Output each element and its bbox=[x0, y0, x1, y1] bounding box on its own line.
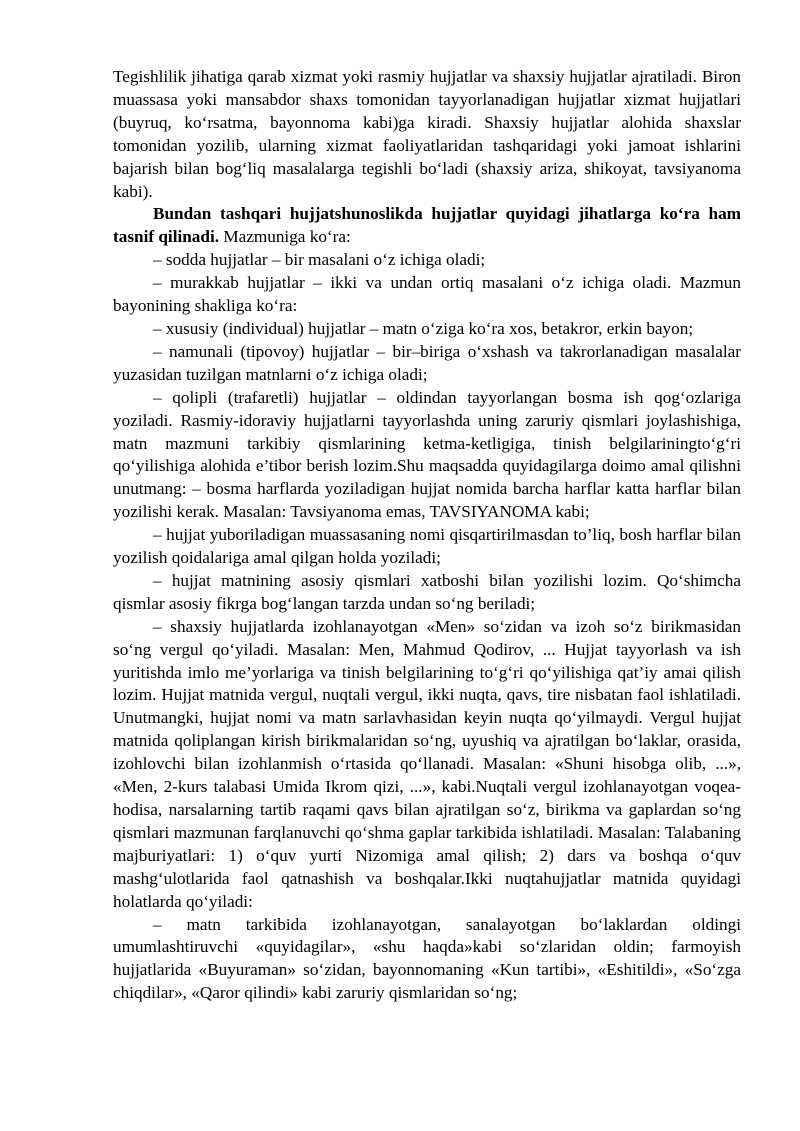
paragraph-ownership-classification: Tegishlilik jihatiga qarab xizmat yoki rasmiy hujjatlar va shaxsiy hujjatlar ajratiladi. Biron muassasa yoki mansabdor shaxs tomonidan tayyorlanadigan hujjatlar xizmat hujjatlari (buyruq, ko‘rsatma, bayonnoma kabi)ga kiradi. Shaxsiy hujjatlar alohida shaxslar tomonidan yozilib, ularning xizmat faoliyatlaridan tashqaridagi yoki jamoat ishlarini bajarish bilan bog‘liq masalalarga tegishli bo‘ladi (shaxsiy ariza, shikoyat, tavsiyanoma kabi). bbox=[113, 67, 741, 201]
list-item-paragraph-rule: – hujjat matnining asosiy qismlari xatboshi bilan yozilishi lozim. Qo‘shimcha qismlar asosiy fikrga bog‘langan tarzda undan so‘ng beriladi; bbox=[113, 570, 741, 613]
list-item-simple-documents: – sodda hujjatlar – bir masalani o‘z ichiga oladi; bbox=[153, 250, 486, 270]
list-item-punctuation-rules: – shaxsiy hujjatlarda izohlanayotgan «Men» so‘zidan va izoh so‘z birikmasidan so‘ng vergul qo‘yiladi. Masalan: Men, Mahmud Qodirov, ... Hujjat tayyorlash va ish yuritishda imlo me’yorlariga va tinish belgilarining to‘g‘ri qo‘yilishiga qat’iy amai qilish lozim. Hujjat matnida vergul, nuqtali vergul, ikki nuqta, qavs, tire nisbatan faol ishlatiladi. Unutmangki, hujjat nomi va matn sarlavhasidan keyin nuqta qo‘yilmaydi. Vergul hujjat matnida qoliplangan kirish birikmalaridan so‘ng, uyushiq va ajratilgan bo‘laklar, orasida, izohlovchi bilan izohlanmish o‘rtasida qo‘llanadi. Masalan: «Shuni hisobga olib, ...», «Men, 2-kurs talabasi Umida Ikrom qizi, ...», kabi.Nuqtali vergul izohlanayotgan voqea-hodisa, narsalarning tartib raqami qavs bilan ajratilgan so‘z, birikma va gaplardan so‘ng qismlari mazmunan farqlanuvchi qo‘shma gaplar tarkibida ishlatiladi. Masalan: Talabaning majburiyatlari: 1) o‘quv yurti Nizomiga amal qilish; 2) dars va boshqa o‘quv mashg‘ulotlarida faol qatnashish va boshqalar.Ikki nuqtahujjatlar matnida quyidagi holatlarda qo‘yiladi: bbox=[113, 616, 741, 911]
list-item-stencil-documents: – qolipli (trafaretli) hujjatlar – oldindan tayyorlangan bosma ish qog‘ozlariga yoziladi. Rasmiy-idoraviy hujjatlarni tayyorlashda uning zaruriy qismlari joylashishiga, matn mazmuni tarkibiy qismlarining ketma-ketligiga, tinish belgilariningto‘g‘ri qo‘yilishiga alohida e’tibor berish lozim.Shu maqsadda quyidagilarga doimo amal qilishni unutmang: – bosma harflarda yoziladigan hujjat nomida barcha harflar katta harflar bilan yozilishi kerak. Masalan: Tavsiyanoma emas, TAVSIYANOMA kabi; bbox=[113, 387, 741, 522]
list-item-template-documents: – namunali (tipovoy) hujjatlar – bir–biriga o‘xshash va takrorlanadigan masalalar yuzasidan tuzilgan matnlarni o‘z ichiga oladi; bbox=[113, 341, 741, 384]
list-item-individual-documents: – xususiy (individual) hujjatlar – matn o‘ziga ko‘ra xos, betakror, erkin bayon; bbox=[153, 318, 694, 338]
bold-heading-text: Bundan tashqari hujjatshunoslikda hujjatlar quyidagi jihatlarga ko‘ra ham tasnif qilinadi. bbox=[113, 204, 741, 247]
list-item-complex-documents: – murakkab hujjatlar – ikki va undan ortiq masalani o‘z ichiga oladi. Mazmun bayonining shakliga ko‘ra: bbox=[113, 273, 741, 316]
content-criterion-text: Mazmuniga ko‘ra: bbox=[219, 227, 351, 247]
paragraph-classification-intro bbox=[113, 203, 741, 249]
list-item-institution-name: – hujjat yuboriladigan muassasaning nomi qisqartirilmasdan to’liq, bosh harflar bilan yozilish qoidalariga amal qilgan holda yoziladi; bbox=[113, 525, 741, 568]
list-item-colon-usage: – matn tarkibida izohlanayotgan, sanalayotgan bo‘laklardan oldingi umumlashtiruvchi «quyidagilar», «shu haqda»kabi so‘zlaridan oldin; farmoyish hujjatlarida «Buyuraman» so‘zidan, bayonnomaning «Kun tartibi», «Eshitildi», «So‘zga chiqdilar», «Qaror qilindi» kabi zaruriy qismlaridan so‘ng; bbox=[113, 914, 741, 1003]
document-page bbox=[113, 66, 741, 1005]
